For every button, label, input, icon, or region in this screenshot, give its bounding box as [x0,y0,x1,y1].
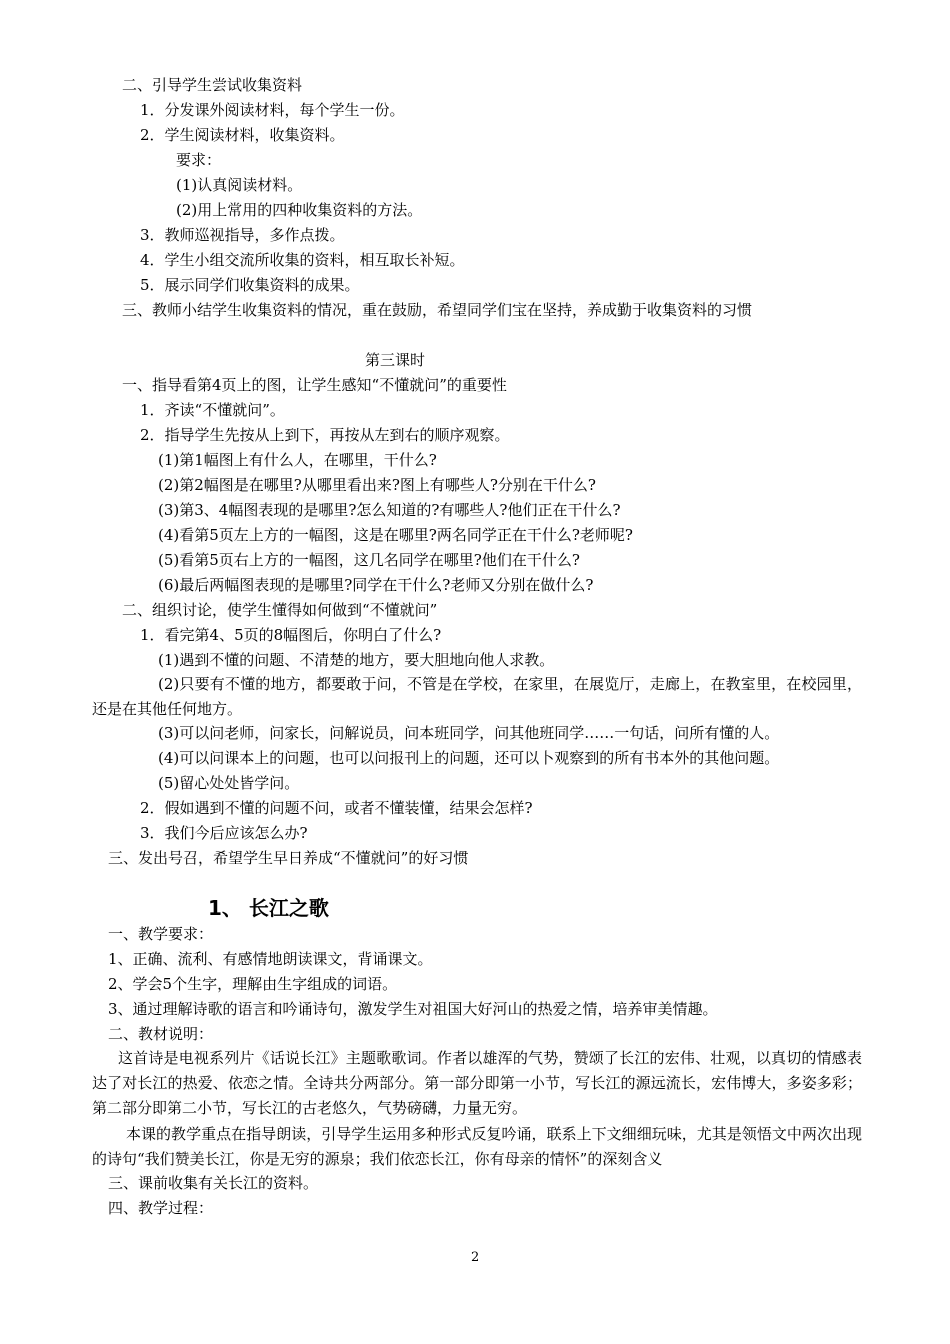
list-item: 3．我们今后应该怎么办? [140,824,308,842]
list-item: (5)留心处处皆学问。 [158,774,300,792]
list-item: (4)可以问课本上的问题，也可以问报刊上的问题，还可以卜观察到的所有书本外的其他问题。 [158,749,780,767]
list-item: 1．分发课外阅读材料，每个学生一份。 [140,101,405,119]
lesson-heading: 1、 长江之歌 [208,896,329,920]
list-item: 1．齐读“不懂就问”。 [140,401,285,419]
list-item: (3)可以问老师，问家长，问解说员，问本班同学，问其他班同学……一句话，问所有懂的人。 [158,724,780,742]
list-item: 4．学生小组交流所收集的资料，相互取长补短。 [140,251,465,269]
list-item: 2．学生阅读材料，收集资料。 [140,126,345,144]
lesson-3-title: 第三课时 [365,351,426,369]
lesson-3-part-2-title: 二、组织讨论，使学生懂得如何做到“不懂就问” [122,601,438,619]
list-item: 2、学会5个生字，理解由生字组成的词语。 [108,975,398,993]
list-item: 5．展示同学们收集资料的成果。 [140,276,360,294]
material-paragraph-2: 本课的教学重点在指导朗读，引导学生运用多种形式反复吟诵，联系上下文细细玩味，尤其是领悟文中两次出现的诗句“我们赞美长江，你是无穷的源泉；我们依恋长江，你有母亲的情怀”的深刻含义 [92,1125,862,1168]
lesson-3-part-3-title: 三、发出号召，希望学生早日养成“不懂就问”的好习惯 [108,849,469,867]
list-item: (2)第2幅图是在哪里?从哪里看出来?图上有哪些人?分别在干什么? [158,476,596,494]
preparation-title: 三、课前收集有关长江的资料。 [108,1174,319,1192]
lesson-3-part-1-title: 一、指导看第4页上的图，让学生感知“不懂就问”的重要性 [122,376,507,394]
list-item: 2．假如遇到不懂的问题不问，或者不懂装懂，结果会怎样? [140,799,533,817]
list-item: 要求： [176,151,222,169]
list-item: (6)最后两幅图表现的是哪里?同学在干什么?老师又分别在做什么? [158,576,594,594]
list-item: (2)用上常用的四种收集资料的方法。 [176,201,423,219]
list-item: (1)第1幅图上有什么人，在哪里，干什么? [158,451,437,469]
process-title: 四、教学过程： [108,1199,214,1217]
list-item: (3)第3、4幅图表现的是哪里?怎么知道的?有哪些人?他们正在干什么? [158,501,621,519]
material-paragraph-1: 这首诗是电视系列片《话说长江》主题歌歌词。作者以雄浑的气势，赞颂了长江的宏伟、壮观，以真切的情感表达了对长江的热爱、依恋之情。全诗共分两部分。第一部分即第一小节，写长江的源远流长，宏伟博大，多姿多彩；第二部分即第二小节，写长江的古老悠久，气势磅礴，力量无穷。 [92,1049,862,1117]
requirements-title: 一、教学要求： [108,925,214,943]
list-item: (5)看第5页右上方的一幅图，这几名同学在哪里?他们在干什么? [158,551,580,569]
section-2-title: 二、引导学生尝试收集资料 [122,76,303,94]
page-number: 2 [471,1250,480,1265]
list-item: 1、正确、流利、有感情地朗读课文，背诵课文。 [108,950,433,968]
section-3-title: 三、教师小结学生收集资料的情况，重在鼓励，希望同学们宝在坚持，养成勤于收集资料的习惯 [122,301,753,319]
list-item: (1)认真阅读材料。 [176,176,303,194]
list-item: (2)只要有不懂的地方，都要敢于问，不管是在学校，在家里，在展览厅，走廊上，在教室里，在校园里，还是在其他任何地方。 [92,675,862,718]
material-title: 二、教材说明： [108,1025,214,1043]
list-item: 2．指导学生先按从上到下，再按从左到右的顺序观察。 [140,426,510,444]
list-item: 1．看完第4、5页的8幅图后，你明白了什么? [140,626,442,644]
list-item: (1)遇到不懂的问题、不清楚的地方，要大胆地向他人求教。 [158,651,555,669]
list-item: (4)看第5页左上方的一幅图，这是在哪里?两名同学正在干什么?老师呢? [158,526,633,544]
list-item: 3．教师巡视指导，多作点拨。 [140,226,345,244]
list-item: 3、通过理解诗歌的语言和吟诵诗句，激发学生对祖国大好河山的热爱之情，培养审美情趣。 [108,1000,718,1018]
